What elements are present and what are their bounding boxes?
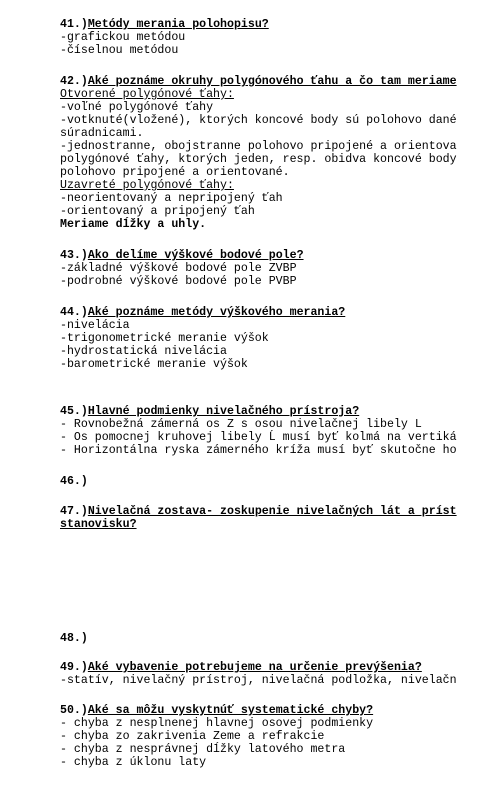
question-46-heading (60, 475, 88, 488)
answer-line: -nivelácia (60, 319, 130, 332)
question-48-heading (60, 632, 88, 645)
question-title: Aké poznáme okruhy polygónového ťahu a čo tam meriame (87, 75, 457, 88)
question-number: 42.) (60, 75, 88, 88)
answer-line: -statív, nivelačný prístroj, nivelačná podložka, nivelačn (60, 674, 457, 687)
question-44-heading (60, 306, 345, 319)
question-number: 47.) (60, 505, 88, 518)
question-title: Aké vybavenie potrebujeme na určenie prevýšenia? (87, 661, 422, 674)
answer-line: -jednostranne, obojstranne polohovo pripojené a orientova (60, 140, 457, 153)
answer-line: -grafickou metódou (60, 31, 186, 44)
answer-line: polygónové ťahy, ktorých jeden, resp. obidva koncové body (60, 153, 457, 166)
question-number: 48.) (60, 632, 88, 645)
answer-line: -trigonometrické meranie výšok (60, 332, 269, 345)
answer-line: -barometrické meranie výšok (60, 358, 248, 371)
section-heading: Uzavreté polygónové ťahy: (60, 179, 234, 192)
answer-line: Meriame dĺžky a uhly. (60, 218, 207, 231)
answer-line: - chyba z nesplnenej hlavnej osovej podmienky (60, 717, 374, 730)
question-43-heading (60, 249, 304, 262)
question-title: Ako delíme výškové bodové pole? (87, 249, 304, 262)
question-title: Nivelačná zostava- zoskupenie nivelačných lát a príst (87, 505, 457, 518)
question-title: Aké sa môžu vyskytnúť systematické chyby? (87, 704, 374, 717)
answer-line: -podrobné výškové bodové pole PVBP (60, 275, 297, 288)
question-number: 44.) (60, 306, 88, 319)
answer-line: -základné výškové bodové pole ZVBP (60, 262, 297, 275)
question-number: 50.) (60, 704, 88, 717)
answer-line: -orientovaný a pripojený ťah (60, 205, 255, 218)
question-number: 41.) (60, 18, 88, 31)
answer-line: -číselnou metódou (60, 44, 179, 57)
question-number: 45.) (60, 405, 88, 418)
question-50-heading (60, 704, 373, 717)
question-title: Metódy merania polohopisu? (87, 18, 269, 31)
question-number: 46.) (60, 475, 88, 488)
question-45-heading (60, 405, 359, 418)
question-title-continued: stanovisku? (60, 518, 137, 531)
answer-line: polohovo pripojené a orientované. (60, 166, 290, 179)
question-41-heading (60, 18, 269, 31)
answer-line: - chyba z úklonu laty (60, 756, 207, 769)
answer-line: - Rovnobežná zámerná os Z s osou nivelačnej libely L (60, 418, 422, 431)
question-title: Hlavné podmienky nivelačného prístroja? (87, 405, 360, 418)
question-number: 49.) (60, 661, 88, 674)
answer-line: -voľné polygónové ťahy (60, 101, 214, 114)
answer-line: - Horizontálna ryska zámerného kríža musí byť skutočne ho (60, 444, 457, 457)
question-number: 43.) (60, 249, 88, 262)
answer-line: -votknuté(vložené), ktorých koncové body sú polohovo dané (60, 114, 457, 127)
answer-line: - chyba z nesprávnej dĺžky latového metra (60, 743, 346, 756)
question-42-heading (60, 75, 457, 88)
answer-line: - Os pomocnej kruhovej libely Ĺ musí byť kolmá na vertiká (60, 431, 457, 444)
answer-line: -neorientovaný a nepripojený ťah (60, 192, 283, 205)
answer-line: -hydrostatická nivelácia (60, 345, 227, 358)
question-title: Aké poznáme metódy výškového merania? (87, 306, 346, 319)
answer-line: - chyba zo zakrivenia Zeme a refrakcie (60, 730, 325, 743)
section-heading: Otvorené polygónové ťahy: (60, 88, 234, 101)
question-49-heading (60, 661, 422, 674)
question-47-heading (60, 505, 457, 518)
answer-line: súradnicami. (60, 127, 144, 140)
